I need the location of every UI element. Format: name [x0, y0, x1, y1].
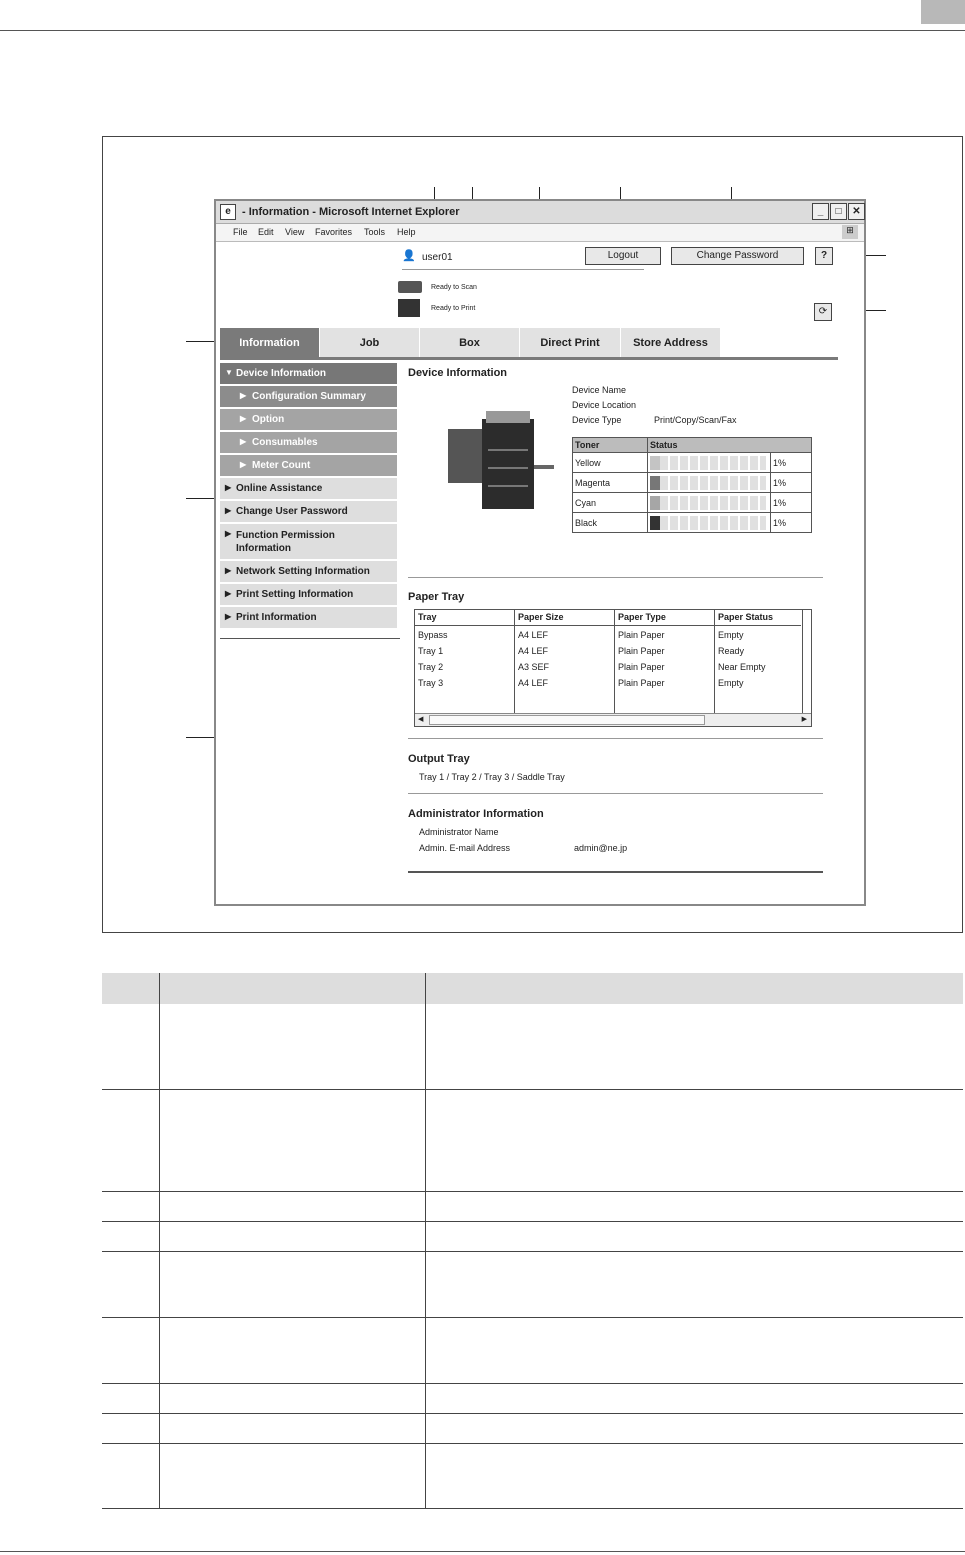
paper-tray-heading: Paper Tray: [408, 591, 465, 603]
toner-percent: 1%: [771, 513, 812, 533]
sidebar-item-label: Network Setting Information: [236, 566, 370, 577]
windows-logo-icon: ⊞: [842, 225, 858, 239]
menu-edit[interactable]: Edit: [258, 227, 274, 237]
sidebar-item-meter-count[interactable]: [220, 455, 397, 477]
cell: Tray 3: [418, 678, 444, 688]
change-password-button[interactable]: Change Password: [671, 247, 804, 265]
table-row: [415, 662, 805, 676]
sidebar-item-function-permission[interactable]: [220, 524, 397, 560]
help-icon[interactable]: ?: [815, 247, 833, 265]
toner-row: [573, 513, 812, 533]
table-row: [102, 1384, 963, 1414]
sidebar-item-label: Option: [252, 414, 285, 425]
sidebar-item-label: Configuration Summary: [252, 391, 366, 402]
cell: Tray 1: [418, 646, 444, 656]
toner-row: [573, 473, 812, 493]
cell: Plain Paper: [618, 662, 665, 672]
page-footer-rule: [0, 1551, 965, 1552]
status-scan: Ready to Scan: [431, 284, 477, 291]
table-row: [102, 1252, 963, 1318]
chevron-right-icon: ▶: [225, 566, 232, 575]
sidebar-item-label: Device Information: [236, 368, 327, 379]
section-divider: [408, 577, 823, 578]
menu-favorites[interactable]: Favorites: [315, 227, 353, 237]
sidebar-item-device-information[interactable]: [220, 363, 397, 385]
toner-percent: 1%: [771, 473, 812, 493]
sidebar-item-label: Print Information: [236, 612, 317, 623]
table-row: [102, 1090, 963, 1192]
tab-store-address[interactable]: Store Address: [621, 328, 721, 358]
device-location-label: Device Location: [572, 400, 637, 410]
sidebar-item-configuration-summary[interactable]: [220, 386, 397, 408]
toner-level-bar: [648, 493, 771, 513]
toner-name: Yellow: [573, 453, 648, 473]
chevron-right-icon: ▶: [225, 612, 232, 621]
sidebar-item-print-setting[interactable]: [220, 584, 397, 606]
window-title: - Information - Microsoft Internet Explorer: [242, 206, 460, 218]
col-paper-type: Paper Type: [618, 612, 666, 622]
horizontal-scrollbar[interactable]: [415, 713, 811, 726]
title-bar: [216, 201, 864, 224]
close-icon[interactable]: ✕: [848, 203, 865, 220]
sidebar-item-network-setting[interactable]: [220, 561, 397, 583]
toner-header: Toner: [573, 438, 648, 453]
device-type-label: Device Type: [572, 415, 622, 425]
tab-underline: [220, 357, 838, 360]
status-print: Ready to Print: [431, 305, 476, 312]
page-number-box: [921, 0, 965, 24]
col-paper-size: Paper Size: [518, 612, 564, 622]
header-divider: [402, 269, 644, 270]
table-row: [102, 1222, 963, 1252]
toner-percent: 1%: [771, 493, 812, 513]
user-icon: 👤: [402, 250, 416, 262]
scroll-left-icon[interactable]: ◀: [418, 716, 424, 723]
chevron-right-icon: ▶: [240, 414, 247, 423]
section-divider: [408, 871, 823, 873]
sidebar-item-label: Function Permission Information: [236, 530, 335, 554]
tab-direct-print[interactable]: Direct Print: [520, 328, 621, 358]
toner-row: [573, 493, 812, 513]
sidebar-item-online-assistance[interactable]: [220, 478, 397, 500]
scroll-thumb[interactable]: [429, 715, 705, 725]
menu-file[interactable]: File: [233, 227, 248, 237]
toner-name: Magenta: [573, 473, 648, 493]
description-table: [102, 973, 963, 1510]
tab-job[interactable]: Job: [320, 328, 420, 358]
minimize-icon[interactable]: _: [812, 203, 829, 220]
chevron-right-icon: ▶: [240, 391, 247, 400]
cell: A4 LEF: [518, 646, 549, 656]
tab-information[interactable]: Information: [220, 328, 320, 358]
menu-bar: [216, 224, 864, 242]
toner-name: Black: [573, 513, 648, 533]
toner-table: [572, 437, 812, 533]
sidebar-item-change-user-password[interactable]: [220, 501, 397, 523]
col-paper-status: Paper Status: [718, 612, 774, 622]
menu-help[interactable]: Help: [397, 227, 416, 237]
sidebar-item-label: Online Assistance: [236, 483, 323, 494]
cell: Near Empty: [718, 662, 766, 672]
admin-heading: Administrator Information: [408, 808, 544, 820]
paper-tray-table: [414, 609, 812, 727]
sidebar-bottom-rule: [220, 638, 400, 639]
page-header-rule: [0, 30, 965, 31]
toner-level-bar: [648, 453, 771, 473]
browser-window: [214, 199, 866, 906]
cell: Plain Paper: [618, 630, 665, 640]
sidebar-item-option[interactable]: [220, 409, 397, 431]
cell: Empty: [718, 630, 744, 640]
device-name-label: Device Name: [572, 385, 627, 395]
output-tray-heading: Output Tray: [408, 753, 470, 765]
cell: Empty: [718, 678, 744, 688]
paper-tray-header: [415, 610, 801, 626]
table-row: [415, 630, 805, 644]
sidebar-item-consumables[interactable]: [220, 432, 397, 454]
user-name: user01: [422, 252, 453, 263]
section-divider: [408, 738, 823, 739]
chevron-down-icon: ▼: [225, 368, 233, 377]
chevron-right-icon: ▶: [225, 483, 232, 492]
toner-level-bar: [648, 513, 771, 533]
refresh-icon[interactable]: ⟳: [814, 303, 832, 321]
cell: Plain Paper: [618, 678, 665, 688]
table-row: [102, 1414, 963, 1444]
table-row: [102, 1192, 963, 1222]
chevron-right-icon: ▶: [225, 506, 232, 515]
chevron-right-icon: ▶: [240, 437, 247, 446]
maximize-icon[interactable]: □: [830, 203, 847, 220]
cell: Bypass: [418, 630, 448, 640]
toner-row: [573, 453, 812, 473]
sidebar-item-print-information[interactable]: [220, 607, 397, 629]
toner-level-bar: [648, 473, 771, 493]
table-row: [102, 1444, 963, 1509]
cell: A4 LEF: [518, 678, 549, 688]
device-info-heading: Device Information: [408, 367, 508, 379]
device-type-value: Print/Copy/Scan/Fax: [654, 415, 737, 425]
admin-name-label: Administrator Name: [419, 827, 499, 837]
ie-page-icon: e: [220, 204, 236, 220]
menu-view[interactable]: View: [285, 227, 305, 237]
output-tray-value: Tray 1 / Tray 2 / Tray 3 / Saddle Tray: [419, 772, 565, 782]
section-divider: [408, 793, 823, 794]
logout-button[interactable]: Logout: [585, 247, 661, 265]
cell: Plain Paper: [618, 646, 665, 656]
admin-email-label: Admin. E-mail Address: [419, 843, 511, 853]
toner-name: Cyan: [573, 493, 648, 513]
device-image: [442, 409, 560, 519]
menu-tools[interactable]: Tools: [364, 227, 386, 237]
chevron-right-icon: ▶: [240, 460, 247, 469]
sidebar-item-label: Consumables: [252, 437, 318, 448]
printer-icon: [398, 299, 420, 317]
col-tray: Tray: [418, 612, 437, 622]
cell: Ready: [718, 646, 745, 656]
admin-email-value: admin@ne.jp: [574, 843, 628, 853]
chevron-right-icon: ▶: [225, 589, 232, 598]
cell: A3 SEF: [518, 662, 550, 672]
toner-header-row: [573, 438, 812, 453]
table-row: [415, 646, 805, 660]
cell: A4 LEF: [518, 630, 549, 640]
sidebar-item-label: Meter Count: [252, 460, 311, 471]
table-row: [415, 678, 805, 692]
tab-box[interactable]: Box: [420, 328, 520, 358]
sidebar-item-label: Print Setting Information: [236, 589, 354, 600]
scroll-right-icon[interactable]: ▶: [801, 716, 807, 723]
chevron-right-icon: ▶: [225, 529, 232, 538]
table-row: [102, 1004, 963, 1090]
status-header: Status: [648, 438, 812, 453]
sidebar-item-label: Change User Password: [236, 506, 348, 517]
toner-percent: 1%: [771, 453, 812, 473]
table-row: [102, 1318, 963, 1384]
description-table-header: [102, 973, 963, 1004]
scanner-icon: [398, 281, 422, 293]
cell: Tray 2: [418, 662, 444, 672]
